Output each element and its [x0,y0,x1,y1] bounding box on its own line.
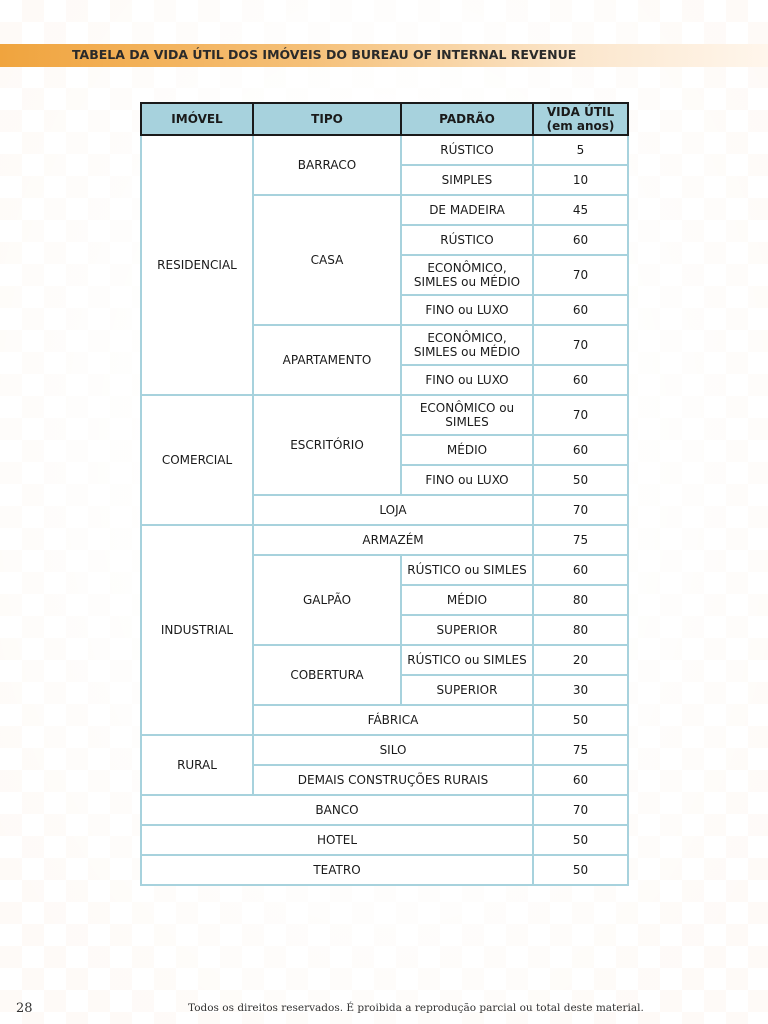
type-loja: LOJA [253,495,533,525]
vida-util-cell: 80 [533,615,628,645]
copyright-note: Todos os direitos reservados. É proibida a reprodução parcial ou total deste material. [188,1002,644,1014]
padrao-cell: RÚSTICO [401,225,533,255]
type-silo: SILO [253,735,533,765]
vida-util-cell: 50 [533,825,628,855]
vida-util-cell: 30 [533,675,628,705]
vida-util-cell: 50 [533,465,628,495]
type-escritorio: ESCRITÓRIO [253,395,401,495]
vida-util-cell: 60 [533,435,628,465]
vida-util-cell: 60 [533,365,628,395]
padrao-cell: FINO ou LUXO [401,465,533,495]
table-row [141,395,628,435]
category-residencial: RESIDENCIAL [141,135,253,395]
type-banco: BANCO [141,795,533,825]
vida-util-cell: 60 [533,295,628,325]
type-cobertura: COBERTURA [253,645,401,705]
vida-util-cell: 70 [533,495,628,525]
vida-util-cell: 45 [533,195,628,225]
column-header-padrao: PADRÃO [401,103,533,135]
vida-util-cell: 70 [533,325,628,365]
table-header-row [141,103,628,135]
vida-util-cell: 75 [533,735,628,765]
category-rural: RURAL [141,735,253,795]
type-demais-construcoes: DEMAIS CONSTRUÇÕES RURAIS [253,765,533,795]
useful-life-table [140,102,629,886]
type-apartamento: APARTAMENTO [253,325,401,395]
table-row [141,795,628,825]
table-row [141,735,628,765]
type-armazem: ARMAZÉM [253,525,533,555]
padrao-cell: RÚSTICO [401,135,533,165]
type-galpao: GALPÃO [253,555,401,645]
column-header-tipo: TIPO [253,103,401,135]
padrao-cell: FINO ou LUXO [401,295,533,325]
type-teatro: TEATRO [141,855,533,885]
padrao-cell: ECONÔMICO, SIMLES ou MÉDIO [401,255,533,295]
padrao-cell: MÉDIO [401,435,533,465]
column-header-vida-util: VIDA ÚTIL (em anos) [533,103,628,135]
page-number: 28 [16,1001,33,1016]
vida-util-cell: 50 [533,855,628,885]
type-hotel: HOTEL [141,825,533,855]
padrao-cell: ECONÔMICO ou SIMLES [401,395,533,435]
padrao-cell: SUPERIOR [401,615,533,645]
vida-util-cell: 80 [533,585,628,615]
padrao-cell: DE MADEIRA [401,195,533,225]
table-row [141,825,628,855]
vida-util-cell: 50 [533,705,628,735]
category-industrial: INDUSTRIAL [141,525,253,735]
vida-util-cell: 70 [533,255,628,295]
vida-util-cell: 70 [533,795,628,825]
category-comercial: COMERCIAL [141,395,253,525]
vida-util-cell: 5 [533,135,628,165]
padrao-cell: SIMPLES [401,165,533,195]
padrao-cell: ECONÔMICO, SIMLES ou MÉDIO [401,325,533,365]
vida-util-cell: 10 [533,165,628,195]
table-row [141,135,628,165]
page-title: TABELA DA VIDA ÚTIL DOS IMÓVEIS DO BUREAU OF INTERNAL REVENUE [72,47,577,62]
column-header-imovel: IMÓVEL [141,103,253,135]
vida-util-cell: 70 [533,395,628,435]
type-barraco: BARRACO [253,135,401,195]
vida-util-cell: 20 [533,645,628,675]
type-casa: CASA [253,195,401,325]
table-row [141,525,628,555]
vida-util-cell: 60 [533,225,628,255]
padrao-cell: RÚSTICO ou SIMLES [401,555,533,585]
vida-util-cell: 60 [533,765,628,795]
padrao-cell: RÚSTICO ou SIMLES [401,645,533,675]
type-fabrica: FÁBRICA [253,705,533,735]
padrao-cell: FINO ou LUXO [401,365,533,395]
padrao-cell: SUPERIOR [401,675,533,705]
table-row [141,855,628,885]
vida-util-cell: 60 [533,555,628,585]
padrao-cell: MÉDIO [401,585,533,615]
vida-util-cell: 75 [533,525,628,555]
